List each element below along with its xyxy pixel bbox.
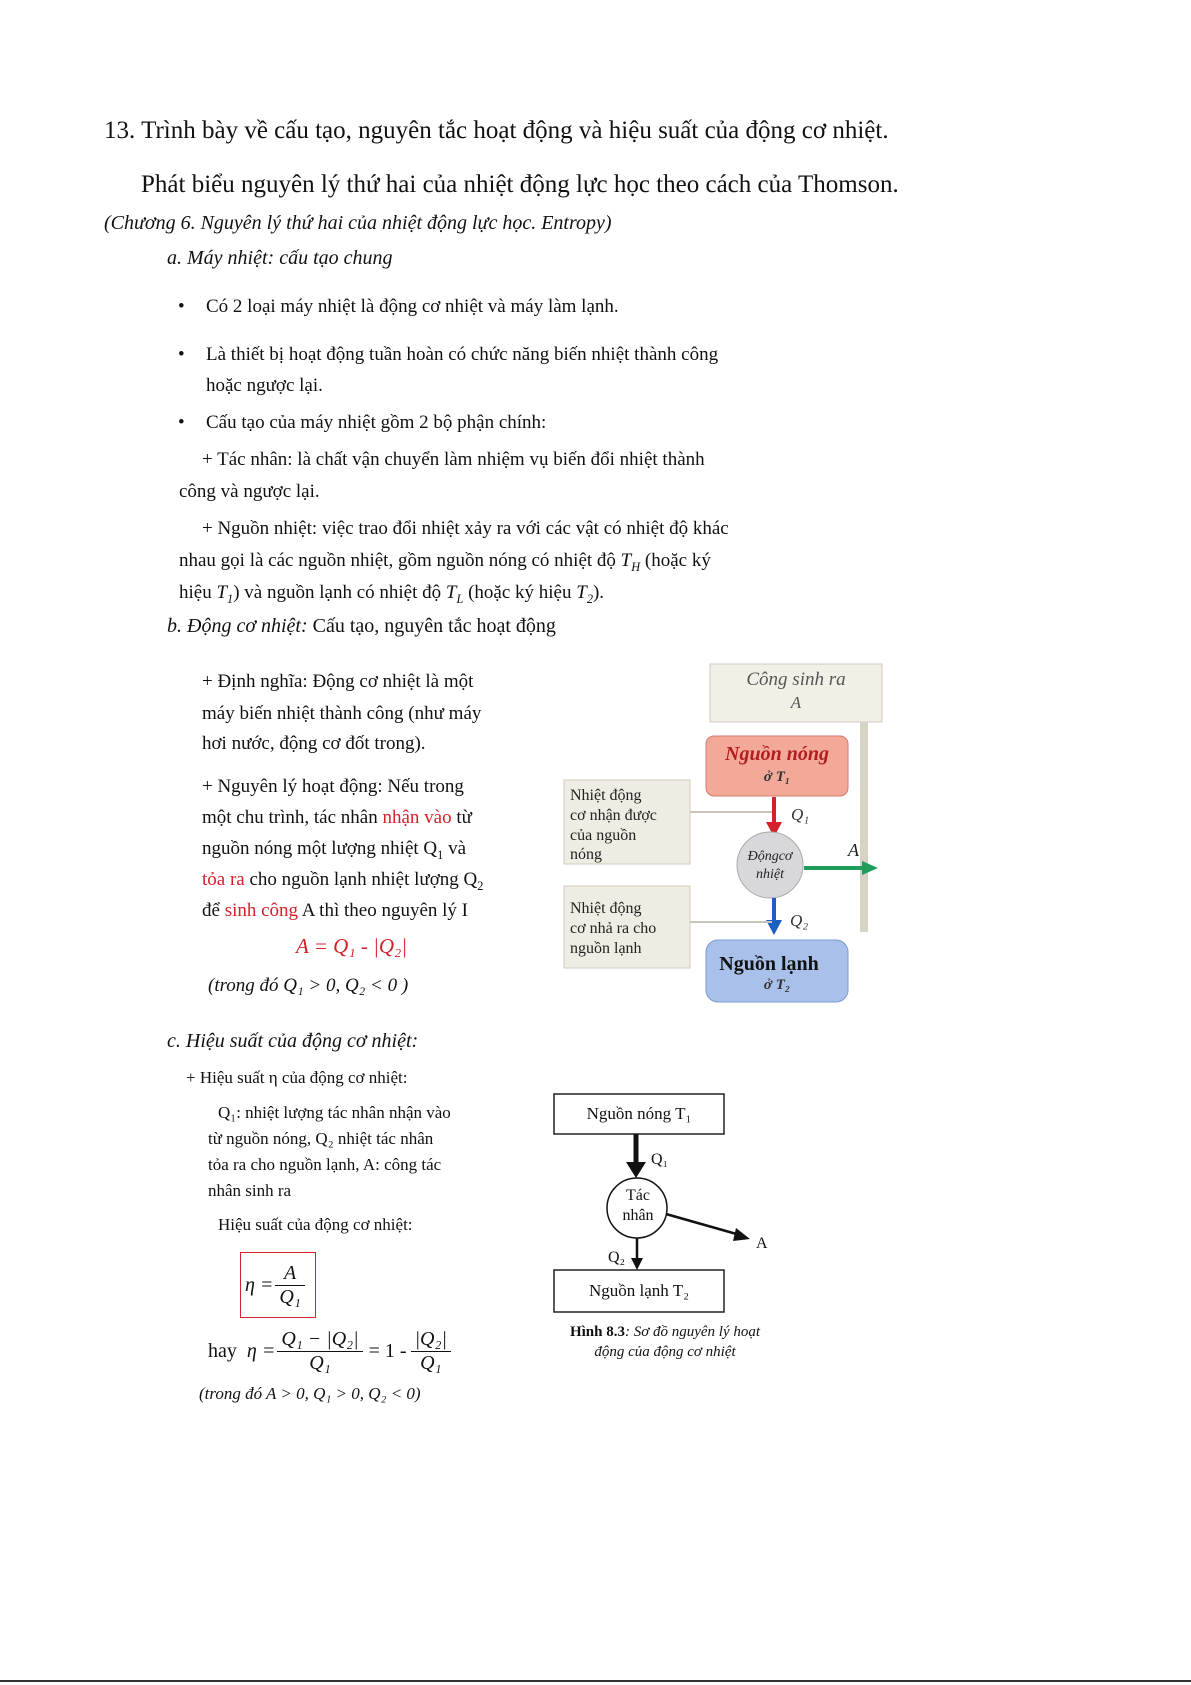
principle-line1: + Nguyên lý hoạt động: Nếu trong <box>202 776 464 797</box>
release-line1: Nhiệt động <box>570 900 642 917</box>
efficiency-desc-4: nhân sinh ra <box>208 1181 292 1200</box>
q1-flow-head <box>626 1162 646 1178</box>
efficiency-desc-2: từ nguồn nóng, Q₂ nhiệt tác nhân <box>208 1129 434 1148</box>
hot-box-label: Nguồn nóng T₁ <box>586 1104 692 1123</box>
source-def-line1: + Nguồn nhiệt: việc trao đổi nhiệt xảy ra với các vật có nhiệt độ khác <box>202 518 729 539</box>
definition-line1: + Định nghĩa: Động cơ nhiệt là một <box>202 671 474 692</box>
work-arrow-label: A <box>848 840 859 860</box>
engine-circle <box>737 832 803 898</box>
release-line2: cơ nhả ra cho <box>570 920 657 937</box>
work-output-symbol: A <box>790 693 802 712</box>
question-line1: Trình bày về cấu tạo, nguyên tắc hoạt động và hiệu suất của động cơ nhiệt. <box>141 117 889 144</box>
efficiency-heading: + Hiệu suất η của động cơ nhiệt: <box>186 1068 408 1087</box>
q1-label: Q₁ <box>791 805 810 824</box>
agent-label-1: Tác <box>626 1187 650 1204</box>
hot-source-temp: ở T₁ <box>763 769 791 785</box>
chapter-reference: (Chương 6. Nguyên lý thứ hai của nhiệt động lực học. Entropy) <box>104 212 612 234</box>
q2-flow-head <box>631 1258 643 1270</box>
section-a-title: a. Máy nhiệt: cấu tạo chung <box>167 247 393 269</box>
efficiency-condition: (trong đó A > 0, Q₁ > 0, Q₂ < 0) <box>199 1384 421 1403</box>
a-flow-line <box>666 1214 740 1235</box>
efficiency-formula-expanded: hay η = $\frac{\text{Q₁ − |Q₂|}}{\text{Q₁}}$ = 1 - $\frac{\text{|Q₂|}}{\text{Q₁}}$ <box>208 1328 451 1375</box>
receive-line3: của nguồn <box>570 827 637 844</box>
receive-line4: nóng <box>570 846 602 863</box>
question-number: 13. <box>104 117 136 144</box>
definition-line2: máy biến nhiệt thành công (như máy <box>202 703 482 724</box>
cold-source-temp: ở T₂ <box>763 977 791 993</box>
agent-def-line1: + Tác nhân: là chất vận chuyển làm nhiệm vụ biến đổi nhiệt thành <box>202 449 705 470</box>
bullet-2: • Là thiết bị hoạt động tuần hoàn có chức năng biến nhiệt thành công <box>178 344 719 365</box>
source-def-line3: hiệu $T_1$) và nguồn lạnh có nhiệt độ $T_L$ (hoặc ký hiệu $T_2$). <box>179 582 605 606</box>
formula-condition: (trong đó Q₁ > 0, Q₂ < 0 ) <box>208 975 409 996</box>
receive-line1: Nhiệt động <box>570 787 642 804</box>
first-law-formula: A = Q₁ - |Q₂| <box>296 934 408 958</box>
definition-line3: hơi nước, động cơ đốt trong). <box>202 733 426 754</box>
a-flow-label: A <box>756 1235 768 1252</box>
engine-label-2: nhiệt <box>756 867 784 882</box>
work-output-label: Công sinh ra <box>746 669 846 690</box>
principle-line5: để sinh công A thì theo nguyên lý I <box>202 900 468 921</box>
principle-line4: tỏa ra cho nguồn lạnh nhiệt lượng $Q_2$ <box>202 869 484 893</box>
efficiency-desc-3: tỏa ra cho nguồn lạnh, A: công tác <box>208 1155 442 1174</box>
agent-def-line2: công và ngược lại. <box>179 481 320 502</box>
question-heading <box>104 116 889 146</box>
q2-flow-label: Q₂ <box>608 1249 626 1266</box>
cold-source-label: Nguồn lạnh <box>719 953 819 975</box>
a-flow-head <box>733 1228 750 1241</box>
efficiency-formula-box: η = $\frac{A}{\text{Q₁}}$ <box>240 1252 316 1318</box>
source-def-line2: nhau gọi là các nguồn nhiệt, gồm nguồn nóng có nhiệt độ $T_H$ (hoặc ký <box>179 550 711 574</box>
agent-label-2: nhân <box>622 1207 654 1224</box>
engine-label-1: Độngcơ <box>747 849 793 864</box>
bullet-3: • Cấu tạo của máy nhiệt gồm 2 bộ phận chính: <box>178 412 547 433</box>
page-bottom-rule <box>0 1680 1191 1682</box>
principle-line3: nguồn nóng một lượng nhiệt $Q_1$ và <box>202 838 467 862</box>
figure-caption: Hình 8.3: Sơ đồ nguyên lý hoạt động của động cơ nhiệt <box>569 1324 761 1360</box>
hot-source-label: Nguồn nóng <box>725 743 829 765</box>
q1-flow-label: Q₁ <box>651 1151 669 1168</box>
bullet-2-cont: hoặc ngược lại. <box>206 375 323 396</box>
work-connector <box>860 722 868 932</box>
question-line2: Phát biểu nguyên lý thứ hai của nhiệt động lực học theo cách của Thomson. <box>141 171 899 198</box>
efficiency-label: Hiệu suất của động cơ nhiệt: <box>218 1215 413 1234</box>
principle-line2: một chu trình, tác nhân nhận vào từ <box>202 807 472 828</box>
efficiency-desc-1: Q₁: nhiệt lượng tác nhân nhận vào <box>218 1103 451 1122</box>
work-arrowhead <box>862 861 878 875</box>
section-b-title: b. Động cơ nhiệt: Cấu tạo, nguyên tắc hoạt động <box>167 615 556 637</box>
section-c-title: c. Hiệu suất của động cơ nhiệt: <box>167 1030 419 1052</box>
heat-engine-diagram <box>560 660 890 1010</box>
cold-box-label: Nguồn lạnh T₂ <box>588 1281 690 1300</box>
bullet-1: • Có 2 loại máy nhiệt là động cơ nhiệt và máy làm lạnh. <box>178 296 619 317</box>
q2-label: Q₂ <box>790 911 809 930</box>
release-line3: nguồn lạnh <box>570 940 642 957</box>
receive-line2: cơ nhận được <box>570 807 657 824</box>
